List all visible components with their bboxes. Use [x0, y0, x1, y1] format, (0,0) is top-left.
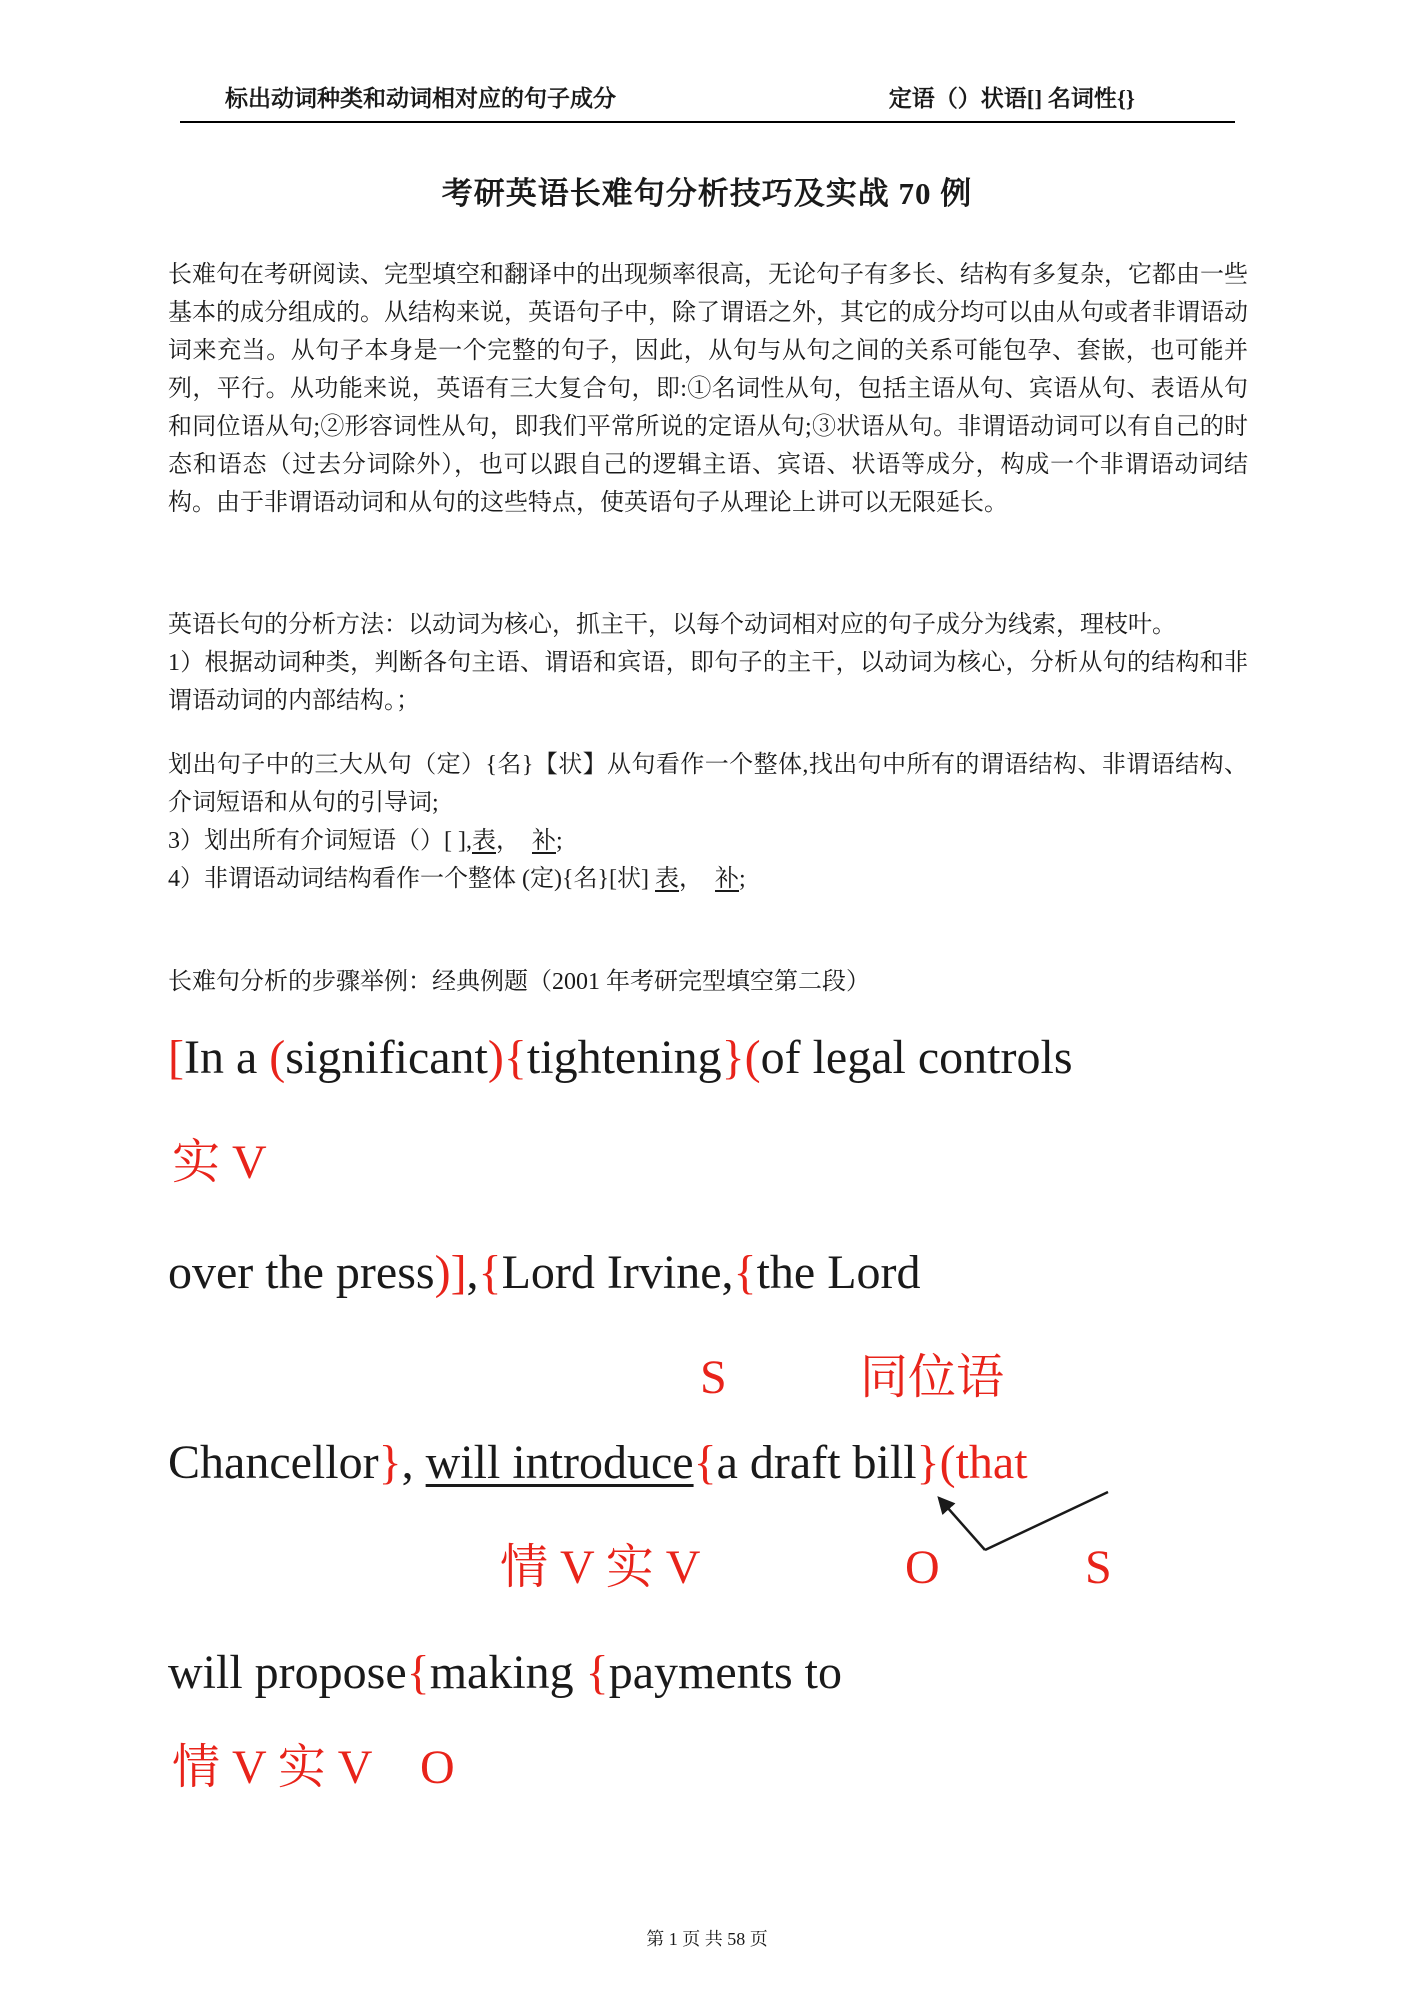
annotation-subject: S: [700, 1351, 727, 1404]
text-segment: 表: [655, 866, 680, 892]
sentence-line-1: [168, 1028, 1368, 1088]
text-segment: {: [733, 1246, 757, 1299]
annotation-appositive: 同位语: [860, 1351, 1005, 1404]
annotation-qing-v-shi-v: 情 V 实 V: [500, 1541, 701, 1594]
annotation-row-3: [0, 1538, 1414, 1600]
annotation-qing-v-shi-v-2: 情 V 实 V: [172, 1741, 373, 1794]
text-segment: Lord Irvine,: [501, 1246, 734, 1299]
text-segment: 3）划出所有介词短语（）[ ],: [168, 828, 472, 854]
page-title: 考研英语长难句分析技巧及实战 70 例: [441, 176, 973, 211]
text-segment: ;: [555, 828, 563, 854]
header-right-text: 定语（）状语[] 名词性{}: [888, 86, 1135, 111]
text-segment: [: [168, 1031, 184, 1084]
text-segment: a draft bill: [716, 1436, 917, 1489]
text-segment: }: [378, 1436, 402, 1489]
text-segment: will propose: [168, 1646, 407, 1699]
text-segment: ，: [679, 866, 716, 892]
page-number: 第 1 页 共 58 页: [646, 1929, 768, 1949]
annotation-shi-v: 实 V: [172, 1136, 267, 1189]
text-segment: 表: [471, 828, 496, 854]
text-segment: Chancellor: [168, 1436, 379, 1489]
text-segment: the Lord: [756, 1246, 921, 1299]
method-lead: 英语长句的分析方法：以动词为核心，抓主干，以每个动词相对应的句子成分为线索，理枝叶。: [168, 612, 1176, 638]
method-step-3: [168, 822, 1248, 860]
text-segment: ){: [487, 1031, 527, 1084]
text-segment: will introduce: [425, 1436, 694, 1489]
text-segment: {: [406, 1646, 430, 1699]
text-segment: {: [693, 1436, 717, 1489]
annotation-object-2: O: [420, 1741, 455, 1794]
page-header: [180, 80, 1235, 123]
sentence-line-4: [168, 1643, 1368, 1703]
text-segment: making: [429, 1646, 586, 1699]
text-segment: }(: [721, 1031, 761, 1084]
example-intro: 长难句分析的步骤举例：经典例题（2001 年考研完型填空第二段）: [168, 969, 870, 995]
annotation-object: O: [905, 1541, 940, 1594]
text-segment: ，: [495, 828, 532, 854]
text-segment: }(that: [916, 1436, 1028, 1489]
method-step-2: 划出句子中的三大从句（定）{名}【状】从句看作一个整体,找出句中所有的谓语结构、非谓语结构、介词短语和从句的引导词;: [168, 752, 1248, 816]
annotation-row-4: [0, 1738, 1414, 1800]
annotation-subject-2: S: [1085, 1541, 1112, 1594]
intro-paragraph: 长难句在考研阅读、完型填空和翻译中的出现频率很高，无论句子有多长、结构有多复杂，它都由一些基本的成分组成的。从结构来说，英语句子中，除了谓语之外，其它的成分均可以由从句或者非谓语动词来充当。从句子本身是一个完整的句子，因此，从句与从句之间的关系可能包孕、套嵌，也可能并列，平行。从功能来说，英语有三大复合句，即:①名词性从句，包括主语从句、宾语从句、表语从句和同位语从句;②形容词性从句，即我们平常所说的定语从句;③状语从句。非谓语动词可以有自己的时态和语态（过去分词除外），也可以跟自己的逻辑主语、宾语、状语等成分，构成一个非谓语动词结构。由于非谓语动词和从句的这些特点，使英语句子从理论上讲可以无限延长。: [168, 262, 1248, 516]
method-step-4: [168, 860, 1248, 898]
text-segment: payments to: [608, 1646, 843, 1699]
sentence-line-2: [168, 1243, 1368, 1303]
text-segment: significant: [285, 1031, 488, 1084]
header-left-text: 标出动词种类和动词相对应的句子成分: [225, 86, 616, 111]
text-segment: 补: [715, 866, 740, 892]
text-segment: {: [478, 1246, 502, 1299]
annotation-row-1: [0, 1133, 1414, 1195]
sentence-line-3: [168, 1433, 1368, 1493]
text-segment: 补: [531, 828, 556, 854]
text-segment: over the press: [168, 1246, 435, 1299]
text-segment: {: [585, 1646, 609, 1699]
text-segment: ,: [466, 1246, 479, 1299]
method-step-1: 1）根据动词种类，判断各句主语、谓语和宾语，即句子的主干，以动词为核心，分析从句的结构和非谓语动词的内部结构。；: [168, 650, 1248, 714]
text-segment: ,: [401, 1436, 426, 1489]
annotation-row-2: [0, 1348, 1414, 1410]
text-segment: (: [269, 1031, 286, 1084]
text-segment: tightening: [526, 1031, 722, 1084]
text-segment: of legal controls: [760, 1031, 1073, 1084]
text-segment: )]: [434, 1246, 467, 1299]
text-segment: ;: [739, 866, 746, 892]
text-segment: In a: [183, 1031, 270, 1084]
text-segment: 4）非谓语动词结构看作一个整体 (定){名}[状]: [168, 866, 656, 892]
method-section: [168, 606, 1248, 898]
